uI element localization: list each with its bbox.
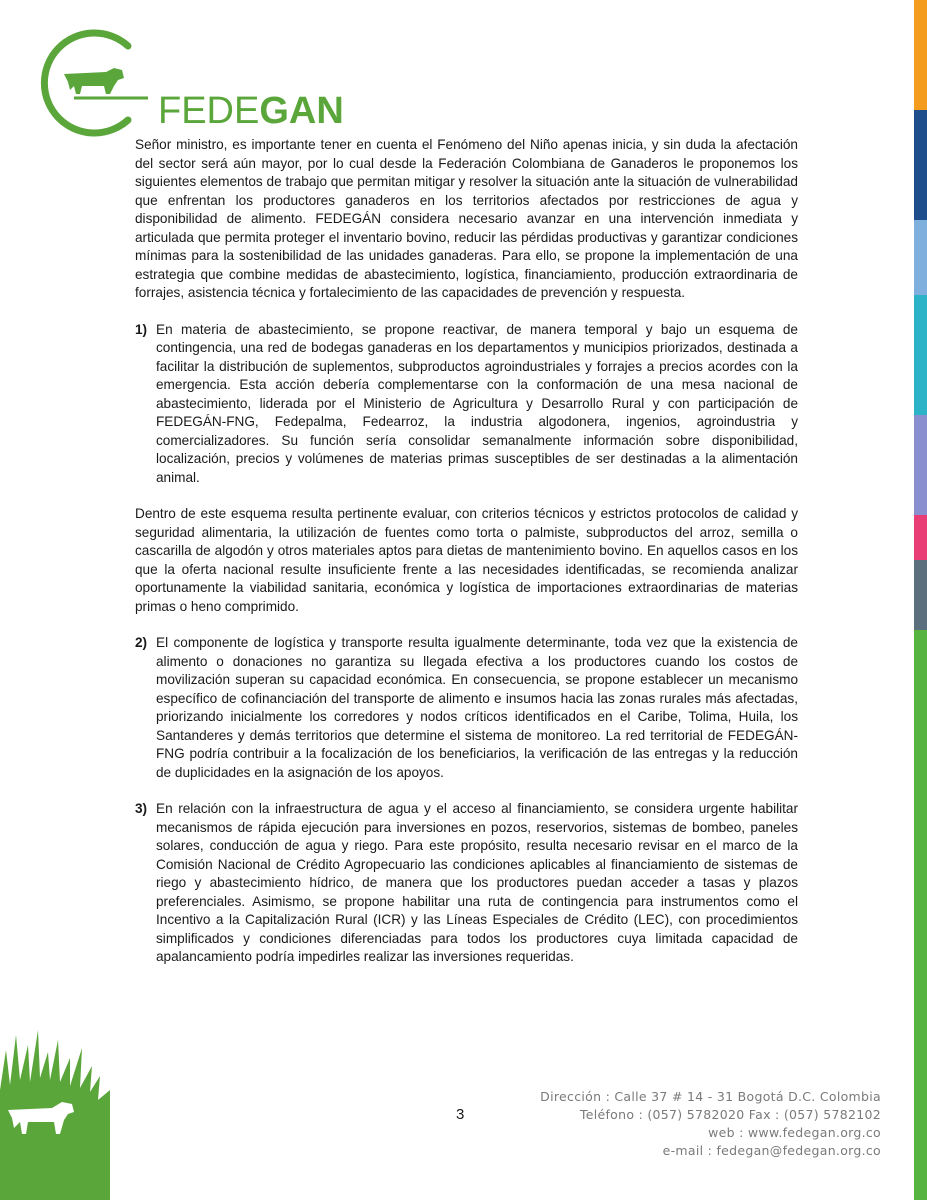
- item-text: En materia de abastecimiento, se propone reactivar, de manera temporal y bajo un esquema de contingencia, una red de bodegas ganaderas en los departamentos y municipios priorizados, destinada a facilitar la distribución de suplementos, subproductos agroindustriales y forrajes a precios acordes con la emergencia. Esta acción debería complementarse con la conformación de una mesa nacional de abastecimiento, liderada por el Ministerio de Agricultura y Desarrollo Rural y con participación de FEDEGÁN-FNG, Fedepalma, Fedearroz, la industria algodonera, ingenios, agroindustria y comercializadores. Su función sería consolidar semanalmente información sobre disponibilidad, localización, precios y volúmenes de materias primas susceptibles de ser destinadas a la alimentación animal.: [156, 321, 798, 485]
- footer-email: e-mail : fedegan@fedegan.org.co: [662, 1143, 881, 1158]
- decorative-side-stripes: [914, 0, 927, 1200]
- paragraph: Dentro de este esquema resulta pertinente evaluar, con criterios técnicos y estrictos protocolos de calidad y seguridad alimentaria, la utilización de fuentes como torta o palmiste, subproductos del arroz, semilla o cascarilla de algodón y otros materiales aptos para dietas de mantenimiento bovino. En aquellos casos en los que la oferta nacional resulte insuficiente frente a las necesidades identificadas, se recomienda analizar oportunamente la viabilidad sanitaria, económica y logística de importaciones extraordinarias de materias primas o heno comprimido.: [135, 506, 798, 614]
- item-number: 1): [135, 321, 148, 337]
- footer-phone: Teléfono : (057) 5782020 Fax : (057) 5782102: [579, 1107, 881, 1122]
- logo-wordmark: FEDEGAN: [158, 90, 344, 132]
- list-item: [135, 634, 798, 782]
- cow-icon: [64, 68, 124, 94]
- list-item: [135, 800, 798, 967]
- letter-body: [135, 136, 798, 985]
- intro-paragraph: Señor ministro, es importante tener en cuenta el Fenómeno del Niño apenas inicia, y sin duda la afectación del sector será aún mayor, por lo cual desde la Federación Colombiana de Ganaderos le proponemos los siguientes elementos de trabajo que permitan mitigar y resolver la situación ante la situación de vulnerabilidad que enfrentan los productores ganaderos en los territorios afectados por restricciones de agua y disponibilidad de alimento. FEDEGÁN considera necesario avanzar en una intervención inmediata y articulada que permita proteger el inventario bovino, reducir las pérdidas productivas y garantizar condiciones mínimas para la sostenibilidad de las unidades ganaderas. Para ello, se propone la implementación de una estrategia que combine medidas de abastecimiento, logística, financiamiento, producción extraordinaria de forrajes, asistencia técnica y fortalecimiento de las capacidades de prevención y respuesta.: [135, 137, 798, 300]
- page-number: 3: [456, 1106, 465, 1123]
- item-number: 3): [135, 801, 148, 816]
- fedegan-logo: [24, 28, 344, 138]
- item-text: En relación con la infraestructura de agua y el acceso al financiamiento, se considera urgente habilitar mecanismos de rápida ejecución para inversiones en pozos, reservorios, sistemas de bombeo, paneles solares, conducción de agua y riego. Para este propósito, resulta necesario revisar en el marco de la Comisión Nacional de Crédito Agropecuario las condiciones aplicables al financiamiento de sistemas de riego y abastecimiento hídrico, de manera que los productores puedan acceder a tasas y plazos preferenciales. Asimismo, se propone habilitar una ruta de contingencia para instrumentos como el Incentivo a la Capitalización Rural (ICR) y las Líneas Especiales de Crédito (LEC), con procedimientos simplificados y condiciones diferenciadas para todos los productores cuya limitada capacidad de apalancamiento podría impedirles realizar las inversiones requeridas.: [156, 801, 798, 964]
- footer-address: Dirección : Calle 37 # 14 - 31 Bogotá D.C. Colombia: [540, 1089, 881, 1104]
- footer-web: web : www.fedegan.org.co: [708, 1125, 881, 1140]
- item-text: El componente de logística y transporte resulta igualmente determinante, toda vez que la existencia de alimento o donaciones no garantiza su llegada efectiva a los productores cuando los costos de movilización superan su capacidad económica. En consecuencia, se propone establecer un mecanismo específico de cofinanciación del transporte de alimento e insumos hacia las zonas rurales más afectadas, priorizando inicialmente los corredores y nodos críticos identificados en el Caribe, Tolima, Huila, los Santanderes y demás territorios que determine el sistema de monitoreo. La red territorial de FEDEGÁN-FNG podría contribuir a la focalización de los beneficiarios, la verificación de las entregas y la reducción de duplicidades en la asignación de los apoyos.: [156, 635, 798, 780]
- grass-cow-icon: [0, 1030, 110, 1200]
- footer-contact: [540, 1088, 881, 1160]
- item-number: 2): [135, 635, 148, 650]
- list-item: [135, 321, 798, 488]
